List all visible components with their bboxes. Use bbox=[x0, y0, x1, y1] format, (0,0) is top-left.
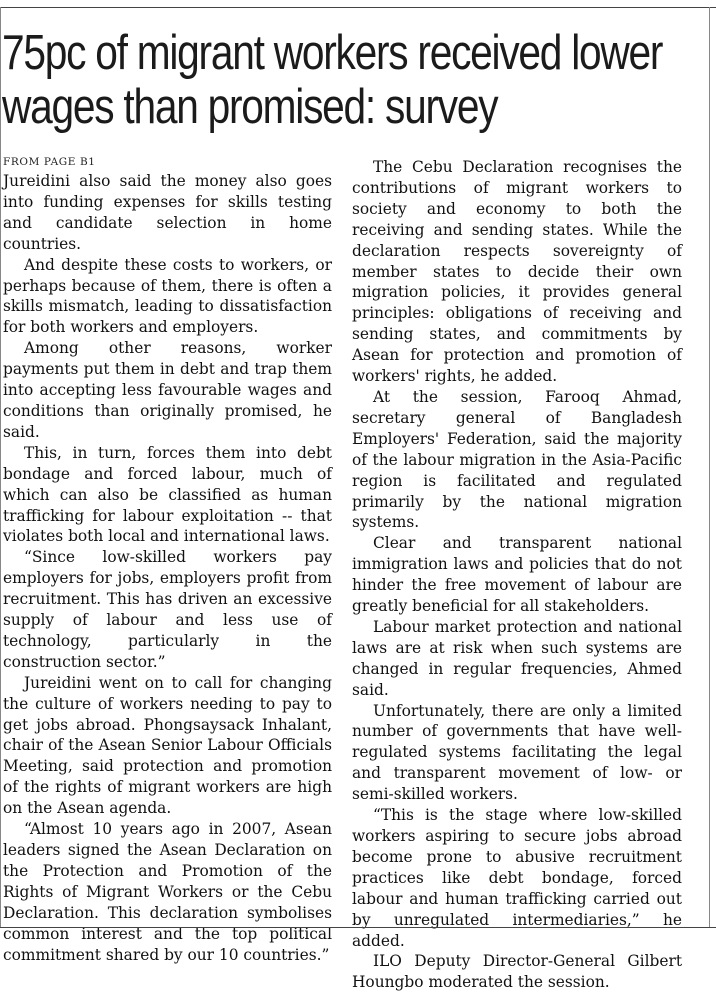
article-column-right bbox=[352, 157, 682, 993]
paragraph: Jureidini went on to call for changing the culture of workers needing to pay to get jobs abroad. Phongsaysack Inhalant, chair of the Asean Senior Labour Officials Meeting, said protection and promotion of the rights of migrant workers are high on the Asean agenda. bbox=[3, 673, 332, 818]
paragraph: At the session, Farooq Ahmad, secretary general of Bangladesh Employers' Federation, said the majority of the labour migration in the Asia-Pacific region is facilitated and regulated primarily by the national migration systems. bbox=[352, 387, 682, 532]
top-rule bbox=[0, 7, 716, 8]
paragraph: Clear and transparent national immigration laws and policies that do not hinder the free movement of labour are greatly beneficial for all stakeholders. bbox=[352, 534, 682, 616]
bottom-rule bbox=[0, 927, 716, 928]
left-edge-rule bbox=[0, 7, 1, 927]
continued-from-label: FROM PAGE B1 bbox=[3, 156, 96, 168]
paragraph: ILO Deputy Director-General Gilbert Houngbo moderated the session. bbox=[352, 952, 682, 992]
paragraph: Among other reasons, worker payments put them in debt and trap them into accepting less favourable wages and conditions than originally promised, he said. bbox=[3, 339, 332, 441]
paragraph: “This is the stage where low-skilled workers aspiring to secure jobs abroad become prone to abusive recruitment practices like debt bondage, forced labour and human trafficking carried out by unregulated intermediaries,” he added. bbox=[352, 806, 682, 950]
right-edge-rule bbox=[709, 7, 710, 927]
paragraph: “Since low-skilled workers pay employers for jobs, employers profit from recruitment. This has driven an excessive supply of labour and less use of technology, particularly in the construction sector.” bbox=[3, 548, 332, 671]
paragraph: This, in turn, forces them into debt bondage and forced labour, much of which can also be classified as human trafficking for labour exploitation -- that violates both local and international laws. bbox=[3, 443, 332, 546]
paragraph: And despite these costs to workers, or perhaps because of them, there is often a skills mismatch, leading to dissatisfaction for both workers and employers. bbox=[3, 255, 332, 337]
article-column-left bbox=[3, 155, 332, 965]
paragraph: Labour market protection and national laws are at risk when such systems are changed in regular frequencies, Ahmed said. bbox=[352, 617, 682, 699]
paragraph: Unfortunately, there are only a limited number of governments that have well-regulated systems facilitating the legal and transparent movement of low- or semi-skilled workers. bbox=[352, 701, 682, 804]
article-headline: 75pc of migrant workers received lower wages than promised: survey bbox=[2, 26, 663, 134]
paragraph: Jureidini also said the money also goes into funding expenses for skills testing and candidate selection in home countries. bbox=[3, 172, 332, 253]
paragraph: “Almost 10 years ago in 2007, Asean leaders signed the Asean Declaration on the Protection and Promotion of the Rights of Migrant Workers or the Cebu Declaration. This declaration symbolises common interest and the top political commitment shared by our 10 countries.” bbox=[3, 820, 332, 964]
paragraph: The Cebu Declaration recognises the contributions of migrant workers to society and economy to both the receiving and sending states. While the declaration respects sovereignty of member states to decide their own migration policies, it provides general principles: obligations of receiving and sending states, and commitments by Asean for protection and promotion of workers' rights, he added. bbox=[352, 158, 682, 386]
